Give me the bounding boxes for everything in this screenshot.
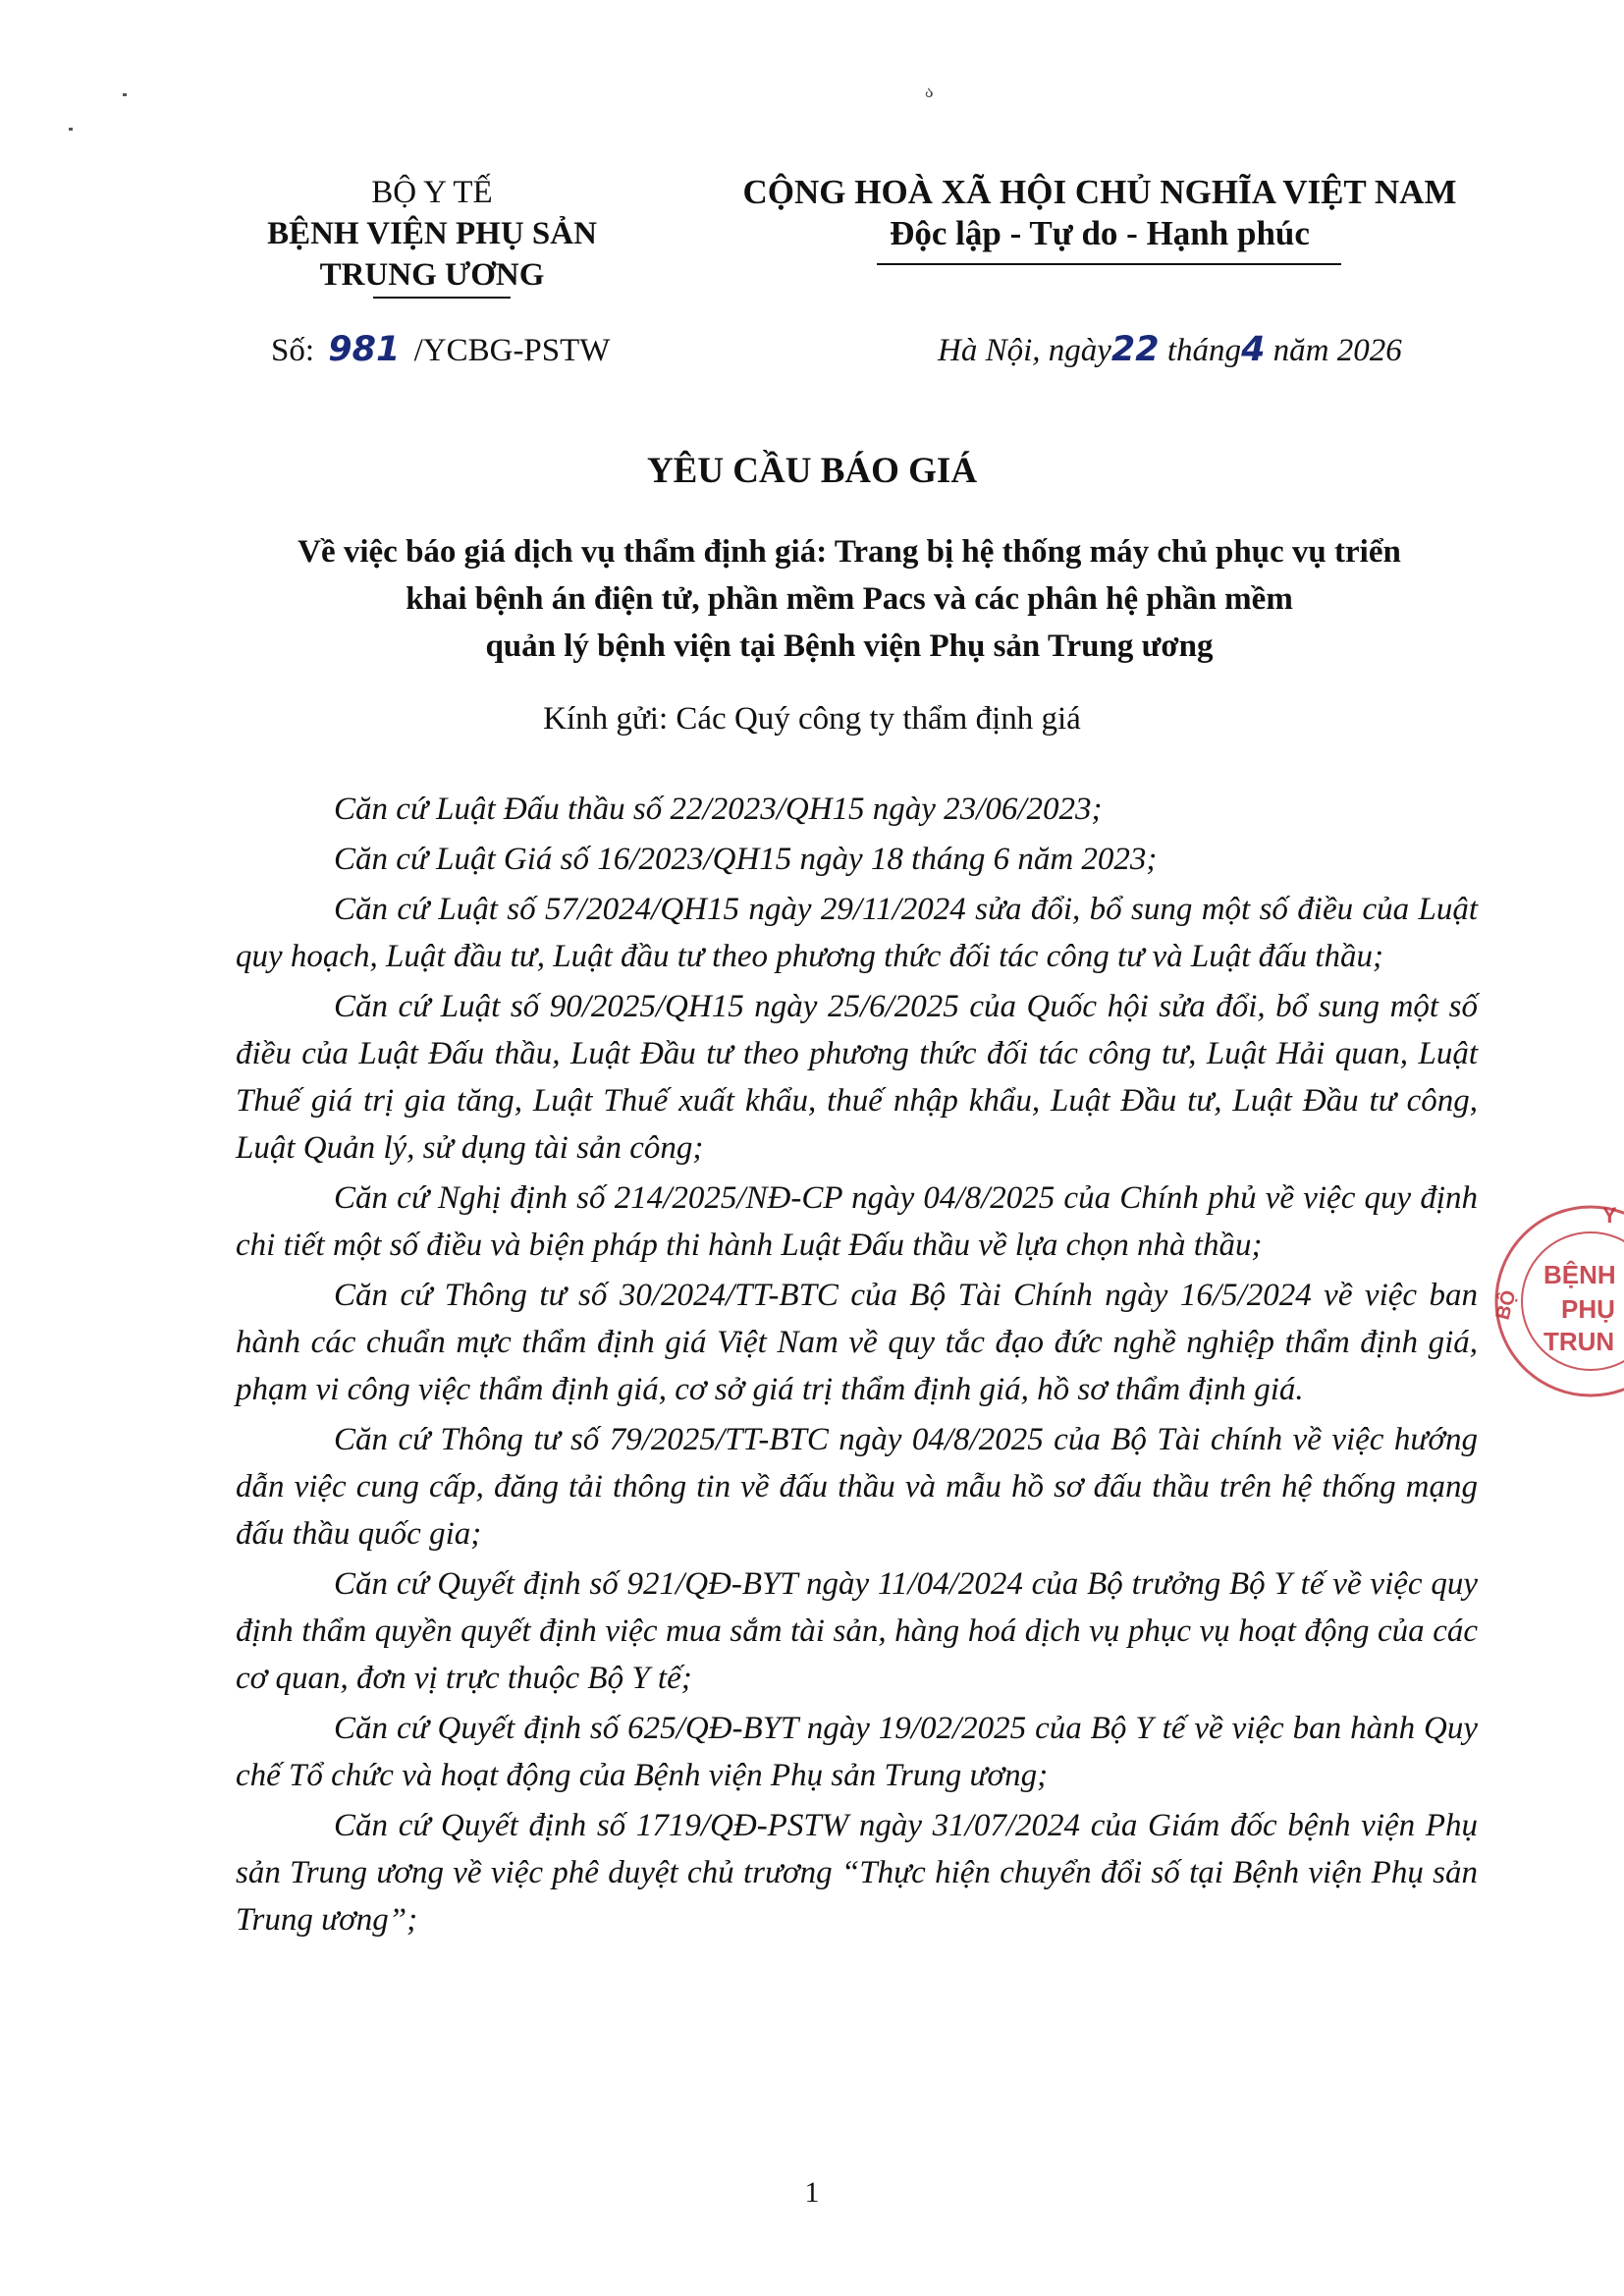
national-header: [692, 172, 1507, 254]
hospital-name-line1: BỆNH VIỆN PHỤ SẢN: [267, 216, 597, 251]
seal-text: PHỤ: [1561, 1294, 1615, 1324]
subject-line: quản lý bệnh viện tại Bệnh viện Phụ sản Trung ương: [485, 629, 1214, 664]
doc-number-handwritten: 981: [328, 330, 401, 369]
document-subject: [226, 528, 1473, 670]
year-label: năm 2026: [1272, 333, 1402, 368]
scan-speck: [69, 128, 73, 131]
date-month: 4: [1241, 330, 1266, 369]
ministry-name: BỘ Y TẾ: [371, 175, 493, 210]
subject-line: khai bệnh án điện tử, phần mềm Pacs và các phân hệ phần mềm: [406, 581, 1293, 617]
seal-text: BỘ: [1492, 1287, 1521, 1323]
place-date: [938, 330, 1402, 369]
subject-line: Về việc báo giá dịch vụ thẩm định giá: Trang bị hệ thống máy chủ phục vụ triển: [298, 534, 1401, 570]
issuer-underline: [373, 297, 511, 299]
legal-basis-item: Căn cứ Quyết định số 1719/QĐ-PSTW ngày 31/07/2024 của Giám đốc bệnh viện Phụ sản Trung ương về việc phê duyệt chủ trương “Thực hiện chuyển đổi số tại Bệnh viện Phụ sản Trung ương”;: [236, 1808, 1478, 1938]
recipient-greeting: Kính gửi: Các Quý công ty thẩm định giá: [543, 701, 1081, 737]
scan-speck: [123, 93, 127, 96]
document-number: [271, 330, 610, 369]
doc-number-suffix: /YCBG-PSTW: [413, 333, 611, 368]
seal-text: TRUN: [1543, 1327, 1615, 1356]
legal-basis-item: Căn cứ Luật số 90/2025/QH15 ngày 25/6/2025 của Quốc hội sửa đổi, bổ sung một số điều của Luật Đấu thầu, Luật Đầu tư theo phương thức đối tác công tư, Luật Hải quan, Luật Thuế giá trị gia tăng, Luật Thuế xuất khẩu, thuế nhập khẩu, Luật Đầu tư, Luật Đầu tư công, Luật Quản lý, sử dụng tài sản công;: [236, 989, 1478, 1166]
hospital-name-line2: TRUNG ƯƠNG: [319, 257, 545, 293]
scan-speck: ა: [925, 84, 934, 101]
place-prefix: Hà Nội, ngày: [938, 333, 1111, 368]
legal-bases: [236, 786, 1478, 1946]
legal-basis-item: Căn cứ Quyết định số 921/QĐ-BYT ngày 11/04/2024 của Bộ trưởng Bộ Y tế về việc quy định thẩm quyền quyết định việc mua sắm tài sản, hàng hoá dịch vụ phục vụ hoạt động của các cơ quan, đơn vị trực thuộc Bộ Y tế;: [236, 1566, 1478, 1696]
national-motto: Độc lập - Tự do - Hạnh phúc: [890, 214, 1310, 252]
legal-basis-item: Căn cứ Luật số 57/2024/QH15 ngày 29/11/2024 sửa đổi, bổ sung một số điều của Luật quy hoạch, Luật đầu tư, Luật đầu tư theo phương thức đối tác công tư và Luật đấu thầu;: [236, 892, 1478, 974]
red-seal-stamp: [1492, 1203, 1624, 1399]
legal-basis-item: Căn cứ Thông tư số 79/2025/TT-BTC ngày 04/8/2025 của Bộ Tài chính về việc hướng dẫn việc cung cấp, đăng tải thông tin về đấu thầu và mẫu hồ sơ đấu thầu trên hệ thống mạng đấu thầu quốc gia;: [236, 1422, 1478, 1552]
legal-basis-item: Căn cứ Luật Giá số 16/2023/QH15 ngày 18 tháng 6 năm 2023;: [334, 842, 1158, 877]
motto-underline: [877, 263, 1341, 265]
date-day: 22: [1110, 330, 1160, 369]
legal-basis-item: Căn cứ Quyết định số 625/QĐ-BYT ngày 19/02/2025 của Bộ Y tế về việc ban hành Quy chế Tổ chức và hoạt động của Bệnh viện Phụ sản Trung ương;: [236, 1711, 1478, 1793]
issuer-block: [245, 172, 619, 296]
seal-text: Y: [1602, 1203, 1617, 1228]
legal-basis-item: Căn cứ Luật Đấu thầu số 22/2023/QH15 ngày 23/06/2023;: [334, 792, 1103, 827]
document-title: YÊU CẦU BÁO GIÁ: [646, 451, 978, 491]
page-number: 1: [804, 2176, 820, 2209]
doc-number-prefix: Số:: [271, 333, 315, 368]
country-name: CỘNG HOÀ XÃ HỘI CHỦ NGHĨA VIỆT NAM: [742, 173, 1457, 211]
legal-basis-item: Căn cứ Nghị định số 214/2025/NĐ-CP ngày 04/8/2025 của Chính phủ về việc quy định chi tiết một số điều và biện pháp thi hành Luật Đấu thầu về lựa chọn nhà thầu;: [236, 1180, 1478, 1263]
legal-basis-item: Căn cứ Thông tư số 30/2024/TT-BTC của Bộ Tài Chính ngày 16/5/2024 về việc ban hành các chuẩn mực thẩm định giá Việt Nam về quy tắc đạo đức nghề nghiệp thẩm định giá, phạm vi công việc thẩm định giá, cơ sở giá trị thẩm định giá, hồ sơ thẩm định giá.: [236, 1278, 1478, 1407]
month-label: tháng: [1166, 333, 1242, 368]
seal-text: BỆNH: [1543, 1260, 1616, 1289]
